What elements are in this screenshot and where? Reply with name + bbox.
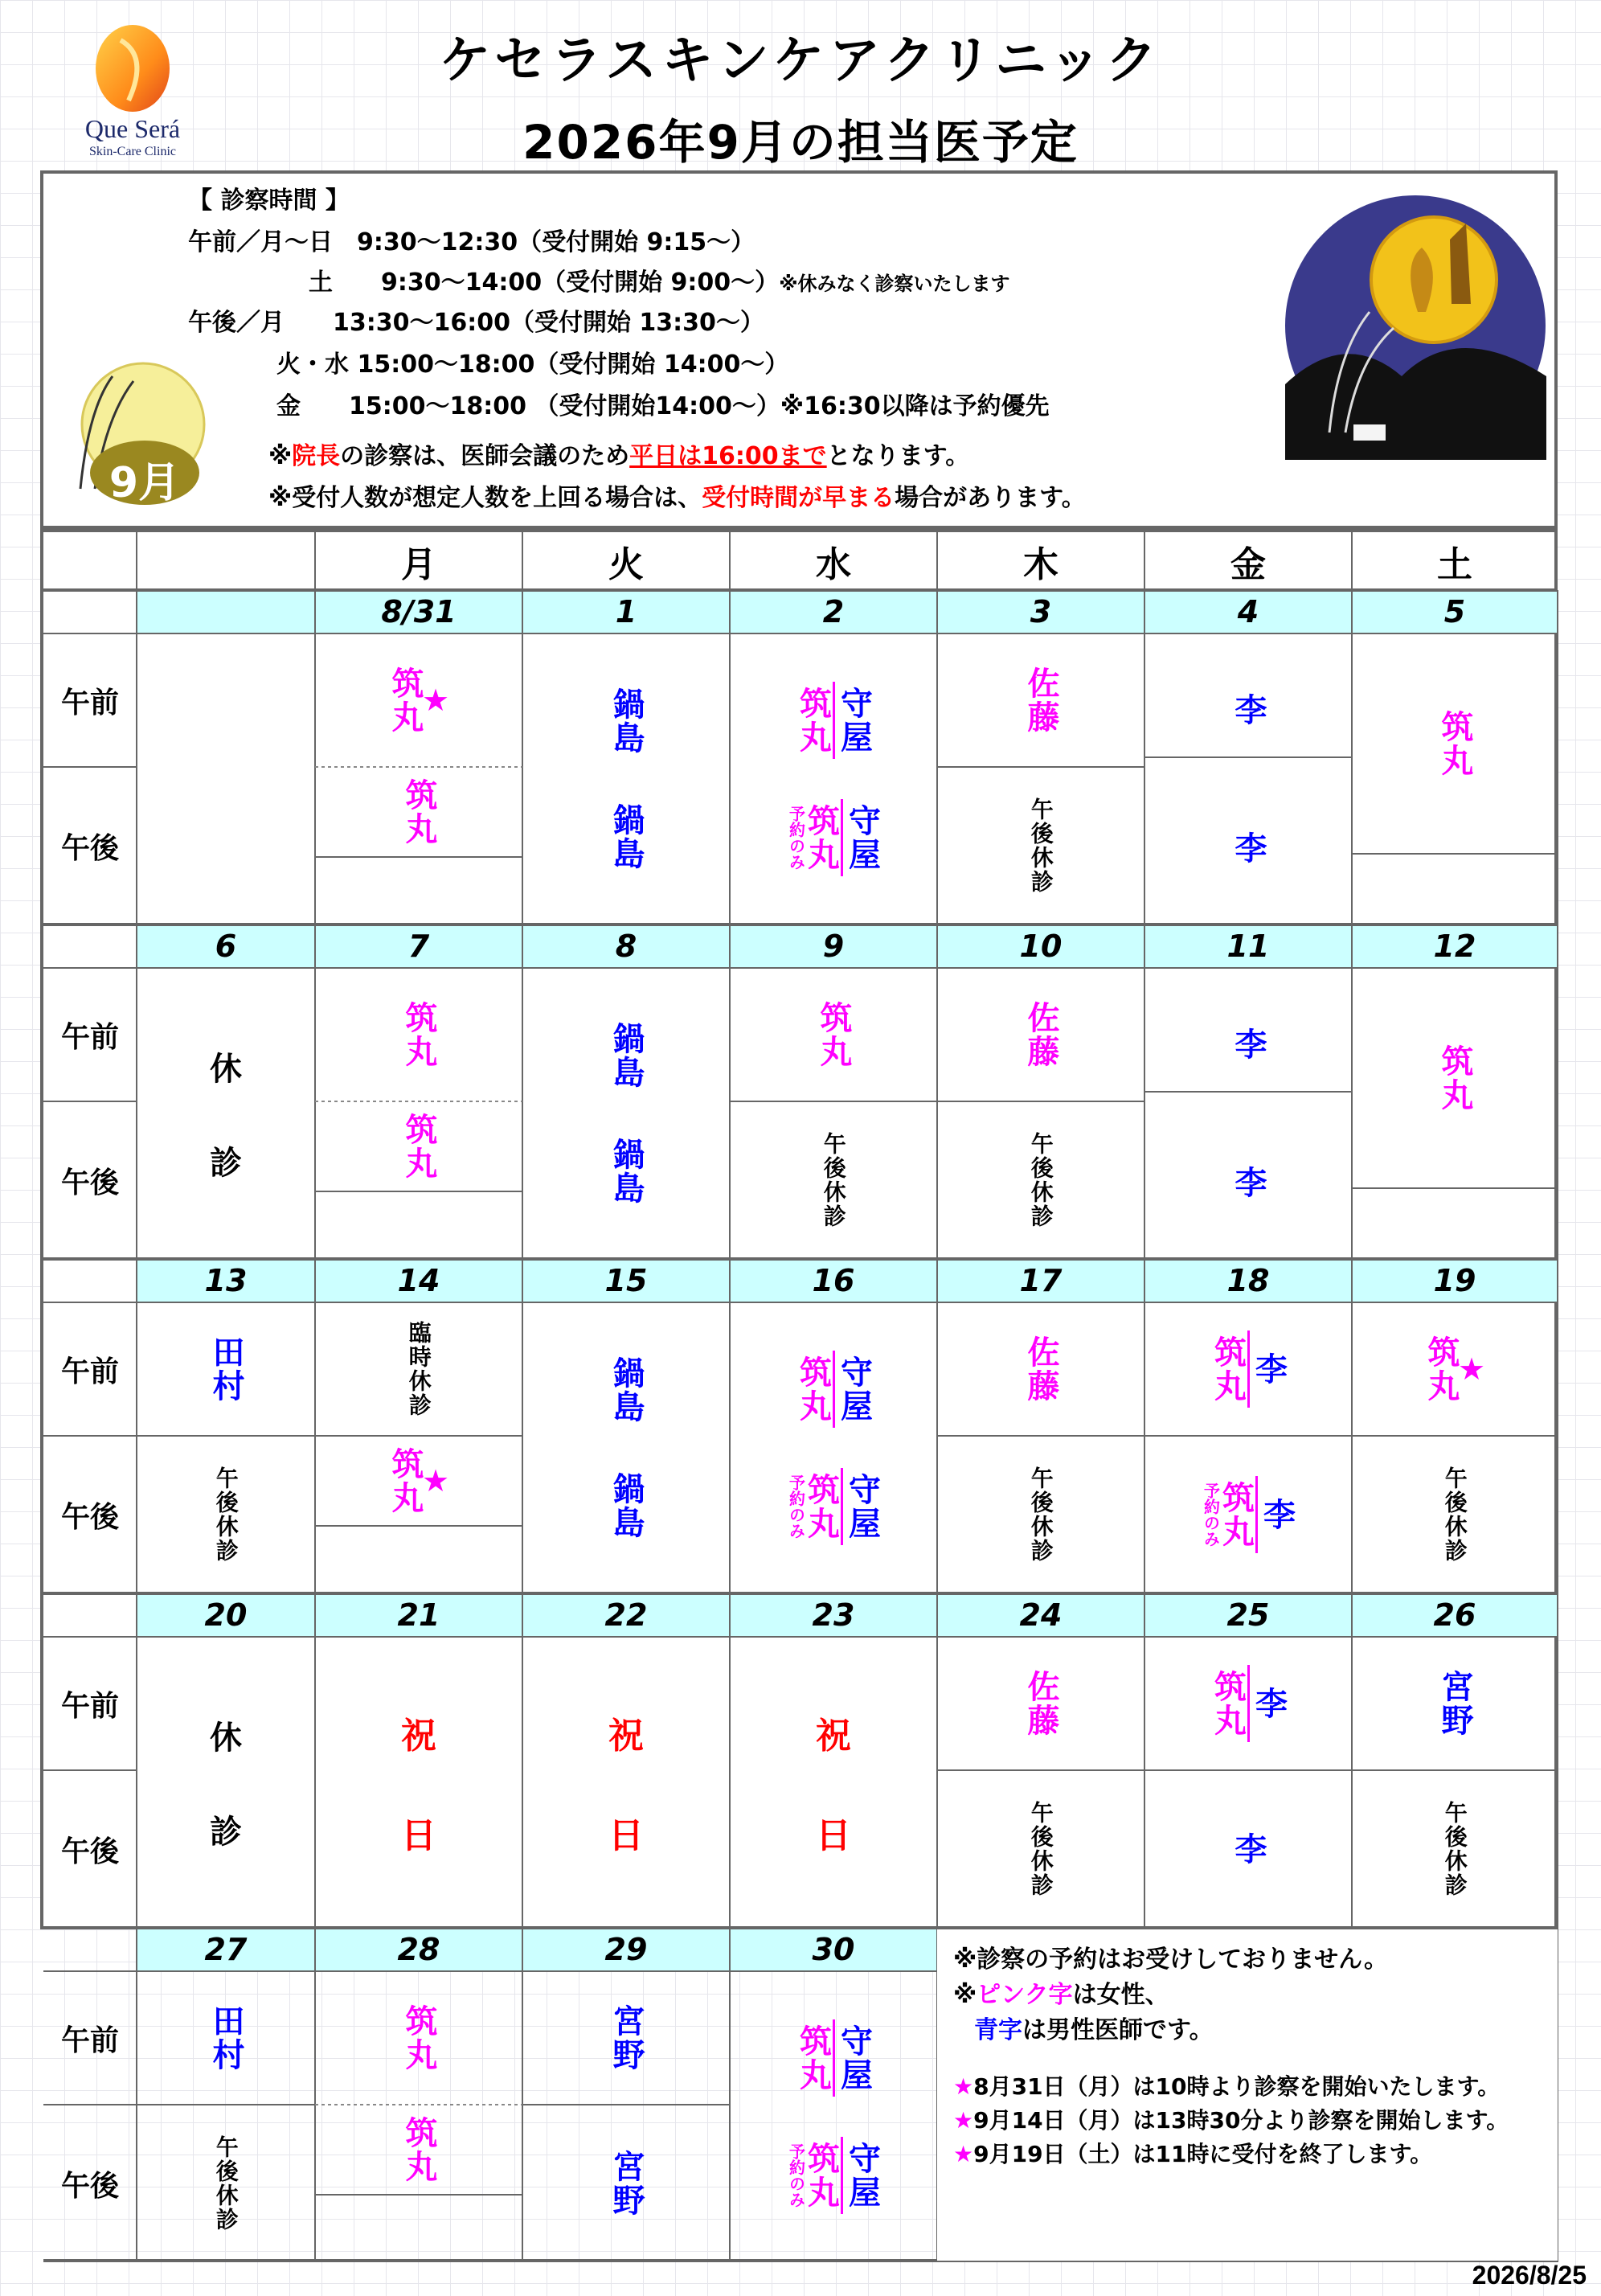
doctor-name: 宮野 [1436,1670,1473,1737]
schedule-cell [137,1302,315,1436]
reception-note: ※受付人数が想定人数を上回る場合は、受付時間が早まる場合があります。 [268,484,1086,512]
date-cell: 12 [1433,929,1476,964]
date-cell: 22 [604,1597,648,1633]
rabbit-moon-illustration [1281,191,1550,460]
doctor-name: 田村 [207,1335,244,1403]
month-badge: 9月 [109,459,181,507]
date-cell: 20 [204,1597,248,1633]
schedule-cell [1144,968,1352,1259]
doctor-name: 李 [1258,1498,1296,1531]
hours-line-tue-wed: 火・水 15:00～18:00（受付開始 14:00～） [276,351,789,379]
doctor-name: 鍋島 [608,687,645,755]
closed-text: 午後休診 [820,1132,847,1228]
logo-name: Que Será [84,114,181,143]
schedule-cell [315,968,522,1101]
doctor-name: 筑丸 [1422,1335,1460,1403]
schedule-cell: 予約のみ 筑丸 李 [1144,1436,1352,1593]
schedule-title: 2026年9月の担当医予定 [522,115,1079,170]
doctor-name: 鍋島 [608,1472,645,1540]
doctor-name: 守屋 [843,804,881,871]
closed-text: 臨時休診 [405,1321,432,1417]
note-star-1: ★8月31日（月）は10時より診察を開始いたします。 [953,2073,1501,2100]
row-label-pm: 午後 [60,1166,119,1199]
star-icon: ★ [421,683,450,718]
schedule-cell: 祝 日 [401,1716,436,1856]
doctor-name: 筑丸 [1209,1670,1247,1737]
doctor-pair [788,1468,879,1545]
doctor-name: 鍋島 [608,1138,645,1205]
closed-text: 午後休診 [212,1466,240,1563]
row-label-pm: 午後 [60,2169,119,2203]
date-cell: 21 [397,1597,440,1633]
schedule-cell [730,1302,937,1593]
date-cell: 27 [204,1932,248,1967]
schedule-cell [937,1770,1144,1928]
weekday-header: 土 [1437,544,1472,585]
schedule-cell [315,1302,522,1436]
row-label-pm: 午後 [60,831,119,865]
doctor-name: 李 [1250,1352,1288,1386]
doctor-name: 守屋 [843,1473,881,1540]
weekday-header: 水 [816,544,851,585]
clinic-title: ケセラスキンケアクリニック [439,31,1162,91]
director-note: ※院長の診察は、医師会議のため平日は16:00までとなります。 [268,442,970,470]
doctor-name: 佐藤 [1022,1335,1059,1403]
doctor-name: 筑丸 [400,778,437,846]
doctor-name: 李 [1230,831,1267,865]
doctor-name: 守屋 [835,2024,873,2092]
row-label-am: 午前 [60,2023,119,2057]
schedule-cell [1352,633,1558,854]
doctor-name: 筑丸 [815,1001,852,1068]
closed-text: 午後休診 [212,2135,240,2232]
closed-text: 午後休診 [1027,797,1054,894]
schedule-cell [522,968,730,1259]
date-cell: 11 [1226,929,1270,964]
doctor-name: 筑丸 [794,687,832,754]
schedule-cell [1144,1637,1352,1770]
schedule-cell [522,1302,730,1593]
doctor-with-star [388,1447,449,1515]
date-cell: 30 [812,1932,855,1967]
doctor-name: 守屋 [843,2142,881,2209]
schedule-cell [1352,1302,1558,1436]
doctor-name: 筑丸 [386,1447,424,1515]
doctor-name: 筑丸 [802,1473,840,1540]
doctor-name: 筑丸 [802,2142,840,2209]
schedule-cell [315,767,522,857]
doctor-name: 筑丸 [400,1113,437,1180]
date-cell: 5 [1443,594,1466,629]
row-label-am: 午前 [60,1355,119,1388]
date-cell: 7 [407,929,430,964]
doctor-name: 鍋島 [608,803,645,871]
schedule-cell [1352,1770,1558,1928]
date-cell: 6 [215,929,237,964]
schedule-cell [730,1101,937,1259]
weekday-header: 木 [1023,544,1058,585]
schedule-cell [522,633,730,925]
doctor-name: 田村 [207,2004,244,2072]
row-label-pm: 午後 [60,1835,119,1868]
date-cell: 24 [1019,1597,1063,1633]
schedule-cell [730,633,937,925]
date-cell: 2 [822,594,845,629]
row-label-am: 午前 [60,686,119,720]
doctor-with-star [388,666,449,734]
weekday-header: 金 [1230,544,1266,585]
doctor-name: 佐藤 [1022,1670,1059,1737]
schedule-cell [1144,633,1352,925]
hours-heading: 【 診察時間 】 [188,187,350,215]
schedule-cell [937,633,1144,767]
row-label-pm: 午後 [60,1500,119,1534]
date-cell: 8/31 [381,594,457,629]
schedule-cell [1144,1302,1352,1436]
hours-line-sat: 土 9:30～14:00（受付開始 9:00～）※休みなく診察いたします [309,269,1010,297]
date-cell: 14 [397,1263,440,1298]
star-icon: ★ [421,1463,450,1499]
doctor-name: 筑丸 [1436,710,1473,777]
doctor-name: 宮野 [608,2004,645,2072]
schedule-cell [937,1436,1144,1593]
note-pink: ※ピンク字は女性、 [953,1981,1169,2009]
schedule-cell [937,1101,1144,1259]
doctor-name: 李 [1230,1027,1267,1061]
doctor-name: 李 [1230,693,1267,727]
schedule-cell: 祝 日 [816,1716,851,1856]
date-cell: 1 [615,594,637,629]
date-cell: 4 [1237,594,1259,629]
doctor-name: 筑丸 [1436,1044,1473,1112]
reservation-only: 予約のみ [786,806,806,870]
date-cell: 9 [822,929,845,964]
date-cell: 26 [1433,1597,1476,1633]
doctor-name: 宮野 [608,2150,645,2217]
date-cell: 17 [1019,1263,1063,1298]
schedule-cell [937,1302,1144,1436]
schedule-cell [522,2105,730,2262]
closed-text: 午後休診 [1441,1801,1468,1897]
closed-text: 午後休診 [1441,1466,1468,1563]
doctor-pair [788,799,879,876]
schedule-cell [1352,968,1558,1188]
note-star-2: ★9月14日（月）は13時30分より診察を開始します。 [953,2107,1509,2134]
rabbit-moon-icon [1281,191,1550,460]
row-label-am: 午前 [60,1020,119,1054]
schedule-cell [315,1436,522,1526]
doctor-pair [788,2019,879,2097]
doctor-name: 筑丸 [794,2024,832,2092]
doctor-name: 守屋 [835,687,873,754]
reservation-only: 予約のみ [786,1474,806,1539]
date-cell: 8 [615,929,637,964]
doctor-pair [788,2137,879,2214]
schedule-cell: 祝 日 [608,1716,644,1856]
moon-badge [56,360,225,521]
row-label-am: 午前 [60,1689,119,1723]
doctor-name: 李 [1250,1687,1288,1720]
schedule-cell [1352,1637,1558,1770]
schedule-cell [937,1637,1144,1770]
schedule-cell [730,968,937,1101]
hours-info-box [40,170,1558,529]
hours-line-am: 午前／月～日 9:30～12:30（受付開始 9:15～） [188,228,755,256]
doctor-name: 筑丸 [794,1355,832,1423]
schedule-cell [137,2105,315,2262]
doctor-name: 鍋島 [608,1022,645,1089]
date-cell: 10 [1019,929,1063,964]
doctor-name: 筑丸 [386,666,424,734]
schedule-cell [315,1971,522,2105]
schedule-cell [937,968,1144,1101]
closed-text: 午後休診 [1027,1466,1054,1563]
note-blue: 青字は男性医師です。 [974,2016,1214,2044]
schedule-cell [315,633,522,767]
date-cell: 3 [1030,594,1052,629]
schedule-cell: 休 診 [210,1720,242,1851]
star-icon: ★ [1457,1351,1486,1387]
doctor-name: 佐藤 [1022,1001,1059,1068]
date-cell: 19 [1433,1263,1476,1298]
weekday-header: 月 [401,544,436,585]
date-cell: 16 [812,1263,855,1298]
schedule-cell [137,1971,315,2105]
schedule-cell: 休 診 [210,1051,242,1182]
doctor-name: 鍋島 [608,1356,645,1424]
doctor-name: 筑丸 [802,804,840,871]
doctor-name: 李 [1230,1166,1267,1199]
doctor-name: 佐藤 [1022,666,1059,734]
weekday-header: 火 [608,544,644,585]
doctor-pair [788,682,879,759]
doctor-with-star [1424,1335,1485,1403]
doctor-name: 筑丸 [1209,1335,1247,1403]
doctor-name: 守屋 [835,1355,873,1423]
schedule-cell [315,1101,522,1191]
closed-text: 午後休診 [1027,1132,1054,1228]
schedule-cell [937,767,1144,925]
hours-line-pm-mon: 午後／月 13:30～16:00（受付開始 13:30～） [188,309,764,337]
date-cell: 15 [604,1263,648,1298]
schedule-cell [730,1971,937,2262]
doctor-pair [788,1351,879,1428]
date-cell: 28 [397,1932,440,1967]
date-cell: 13 [204,1263,248,1298]
schedule-cell [1144,1770,1352,1928]
note-star-3: ★9月19日（土）は11時に受付を終了します。 [953,2141,1433,2167]
schedule-cell [137,1436,315,1593]
date-cell: 29 [604,1932,648,1967]
closed-text: 午後休診 [1027,1801,1054,1897]
doctor-name: 筑丸 [400,2116,437,2183]
hours-line-fri: 金 15:00～18:00 （受付開始14:00～）※16:30以降は予約優先 [276,392,1050,420]
date-cell: 18 [1226,1263,1270,1298]
doctor-name: 筑丸 [400,2004,437,2072]
note-no-reservation: ※診察の予約はお受けしておりません。 [953,1945,1388,1974]
schedule-cell [315,2105,522,2195]
schedule-calendar [40,529,1558,2232]
reservation-only: 予約のみ [786,2143,806,2208]
issue-date: 2026/8/25 [1472,2261,1587,2290]
doctor-name: 筑丸 [1217,1481,1255,1548]
logo-subtitle: Skin-Care Clinic [89,145,176,158]
schedule-cell [522,1971,730,2105]
doctor-name: 李 [1230,1832,1267,1866]
schedule-cell [1352,1436,1558,1593]
date-cell: 25 [1226,1597,1270,1633]
doctor-name: 筑丸 [400,1001,437,1068]
date-cell: 23 [812,1597,855,1633]
